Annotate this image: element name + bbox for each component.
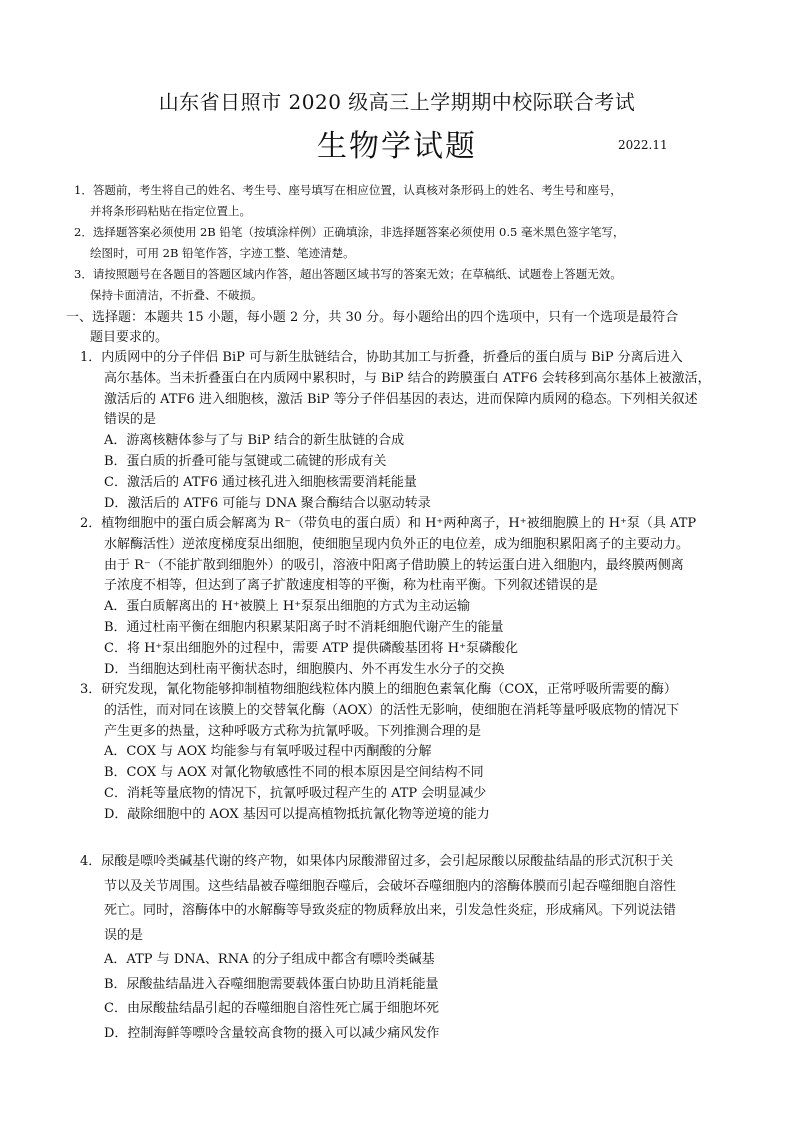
- question-stem: [80, 680, 736, 742]
- option-d: D．当细胞达到杜南平衡状态时，细胞膜内、外不再发生水分子的交换: [104, 661, 505, 677]
- question-1: [80, 348, 736, 514]
- stem-line: 的活性，而对同在该膜上的交替氧化酶（AOX）的活性无影响，使细胞在消耗等量呼吸底物的情况下: [104, 702, 680, 718]
- option-c: C．将 H⁺泵出细胞外的过程中，需要 ATP 提供磷酸基团将 H⁺泵磷酸化: [104, 640, 518, 656]
- instruction-text: 绘图时，可用 2B 铅笔作答，字迹工整、笔迹清楚。: [90, 246, 355, 260]
- instruction-text: 1．答题前，考生将自己的姓名、考生号、座号填写在相应位置，认真核对条形码上的姓名、考生号和座号，: [74, 183, 622, 197]
- option-d: D．敲除细胞中的 AOX 基因可以提高植物抵抗氰化物等逆境的能力: [104, 806, 490, 822]
- option-b: B．COX 与 AOX 对氰化物敏感性不同的根本原因是空间结构不同: [104, 765, 484, 781]
- exam-date: 2022.11: [618, 138, 668, 152]
- exam-subtitle: 生物学试题: [317, 129, 477, 164]
- option-a: A．COX 与 AOX 均能参与有氧呼吸过程中丙酮酸的分解: [104, 744, 432, 760]
- section-text: 题目要求的。: [90, 330, 169, 345]
- exam-title: 山东省日照市 2020 级高三上学期期中校际联合考试: [158, 90, 636, 114]
- question-3: [80, 680, 736, 826]
- question-4: [80, 850, 736, 1046]
- stem-line: 3．研究发现，氰化物能够抑制植物细胞线粒体内膜上的细胞色素氧化酶（COX，正常呼吸所需要的酶）: [80, 682, 677, 697]
- instruction-item: [74, 222, 734, 264]
- instruction-item: [74, 264, 734, 306]
- instruction-text: 保持卡面清洁，不折叠、不破损。: [90, 288, 263, 302]
- stem-line: 由于 R⁻（不能扩散到细胞外）的吸引，溶液中阳离子借助膜上的转运蛋白进入细胞内，最终膜两侧离: [104, 557, 684, 573]
- option-b: B．通过杜南平衡在细胞内积累某阳离子时不消耗细胞代谢产生的能量: [104, 619, 504, 635]
- stem-line: 产生更多的热量，这种呼吸方式称为抗氰呼吸。下列推测合理的是: [104, 723, 482, 739]
- instruction-text: 并将条形码粘贴在指定位置上。: [90, 204, 251, 218]
- option-c: C．消耗等量底物的情况下，抗氰呼吸过程产生的 ATP 会明显减少: [104, 785, 487, 801]
- instructions: [74, 180, 734, 306]
- stem-line: 死亡。同时，溶酶体中的水解酶等导致炎症的物质释放出来，引发急性炎症，形成痛风。下列说法错: [104, 903, 677, 918]
- instruction-item: [74, 180, 734, 222]
- option-a: A．游离核糖体参与了与 BiP 结合的新生肽链的合成: [104, 433, 405, 449]
- instruction-text: 2．选择题答案必须使用 2B 铅笔（按填涂样例）正确填涂，非选择题答案必须使用 0.5 毫米黑色签字笔写，: [74, 225, 625, 239]
- question-2: [80, 514, 736, 680]
- stem-line: 1．内质网中的分子伴侣 BiP 可与新生肽链结合，协助其加工与折叠，折叠后的蛋白质与 BiP 分离后进入: [80, 350, 683, 365]
- stem-line: 高尔基体。当未折叠蛋白在内质网中累积时，与 BiP 结合的跨膜蛋白 ATF6 会转移到高尔基体上被激活，: [104, 370, 711, 386]
- stem-line: 2．植物细胞中的蛋白质会解离为 R⁻（带负电的蛋白质）和 H⁺两种离子，H⁺被细胞膜上的 H⁺泵（具 ATP: [80, 516, 697, 531]
- option-b: B．尿酸盐结晶进入吞噬细胞需要载体蛋白协助且消耗能量: [104, 976, 439, 992]
- stem-line: 错误的是: [104, 412, 157, 428]
- option-a: A．ATP 与 DNA、RNA 的分子组成中都含有嘌呤类碱基: [104, 952, 435, 967]
- option-c: C．由尿酸盐结晶引起的吞噬细胞自溶性死亡属于细胞坏死: [104, 1001, 439, 1016]
- option-d: D．激活后的 ATF6 可能与 DNA 聚合酶结合以驱动转录: [104, 495, 431, 511]
- stem-line: 子浓度不相等，但达到了离子扩散速度相等的平衡，称为杜南平衡。下列叙述错误的是: [104, 578, 599, 594]
- stem-line: 误的是: [104, 927, 144, 943]
- stem-line: 4．尿酸是嘌呤类碱基代谢的终产物，如果体内尿酸滞留过多，会引起尿酸以尿酸盐结晶的形式沉积于关: [80, 854, 674, 869]
- instruction-text: 3．请按照题号在各题目的答题区域内作答，超出答题区域书写的答案无效；在草稿纸、试题卷上答题无效。: [74, 267, 622, 281]
- option-a: A．蛋白质解离出的 H⁺被膜上 H⁺泵泵出细胞的方式为主动运输: [104, 599, 471, 615]
- stem-line: 激活后的 ATF6 进入细胞核，激活 BiP 等分子伴侣基因的表达，进而保障内质网的稳态。下列相关叙述: [104, 391, 698, 407]
- question-stem: [80, 850, 736, 948]
- section-heading: [66, 308, 734, 348]
- question-stem: [80, 514, 736, 597]
- stem-line: 节以及关节周围。这些结晶被吞噬细胞吞噬后，会破坏吞噬细胞内的溶酶体膜而引起吞噬细胞自溶性: [104, 878, 677, 894]
- option-b: B．蛋白质的折叠可能与氢键或二硫键的形成有关: [104, 453, 387, 469]
- option-c: C．激活后的 ATF6 通过核孔进入细胞核需要消耗能量: [104, 474, 417, 490]
- question-stem: [80, 348, 736, 431]
- stem-line: 水解酶活性）逆浓度梯度泵出细胞，使细胞呈现内负外正的电位差，成为细胞积累阳离子的主要动力。: [104, 536, 690, 552]
- section-text: 一、选择题：本题共 15 小题，每小题 2 分，共 30 分。每小题给出的四个选项中，只有一个选项是最符合: [66, 310, 679, 325]
- option-d: D．控制海鲜等嘌呤含量较高食物的摄入可以减少痛风发作: [104, 1025, 440, 1041]
